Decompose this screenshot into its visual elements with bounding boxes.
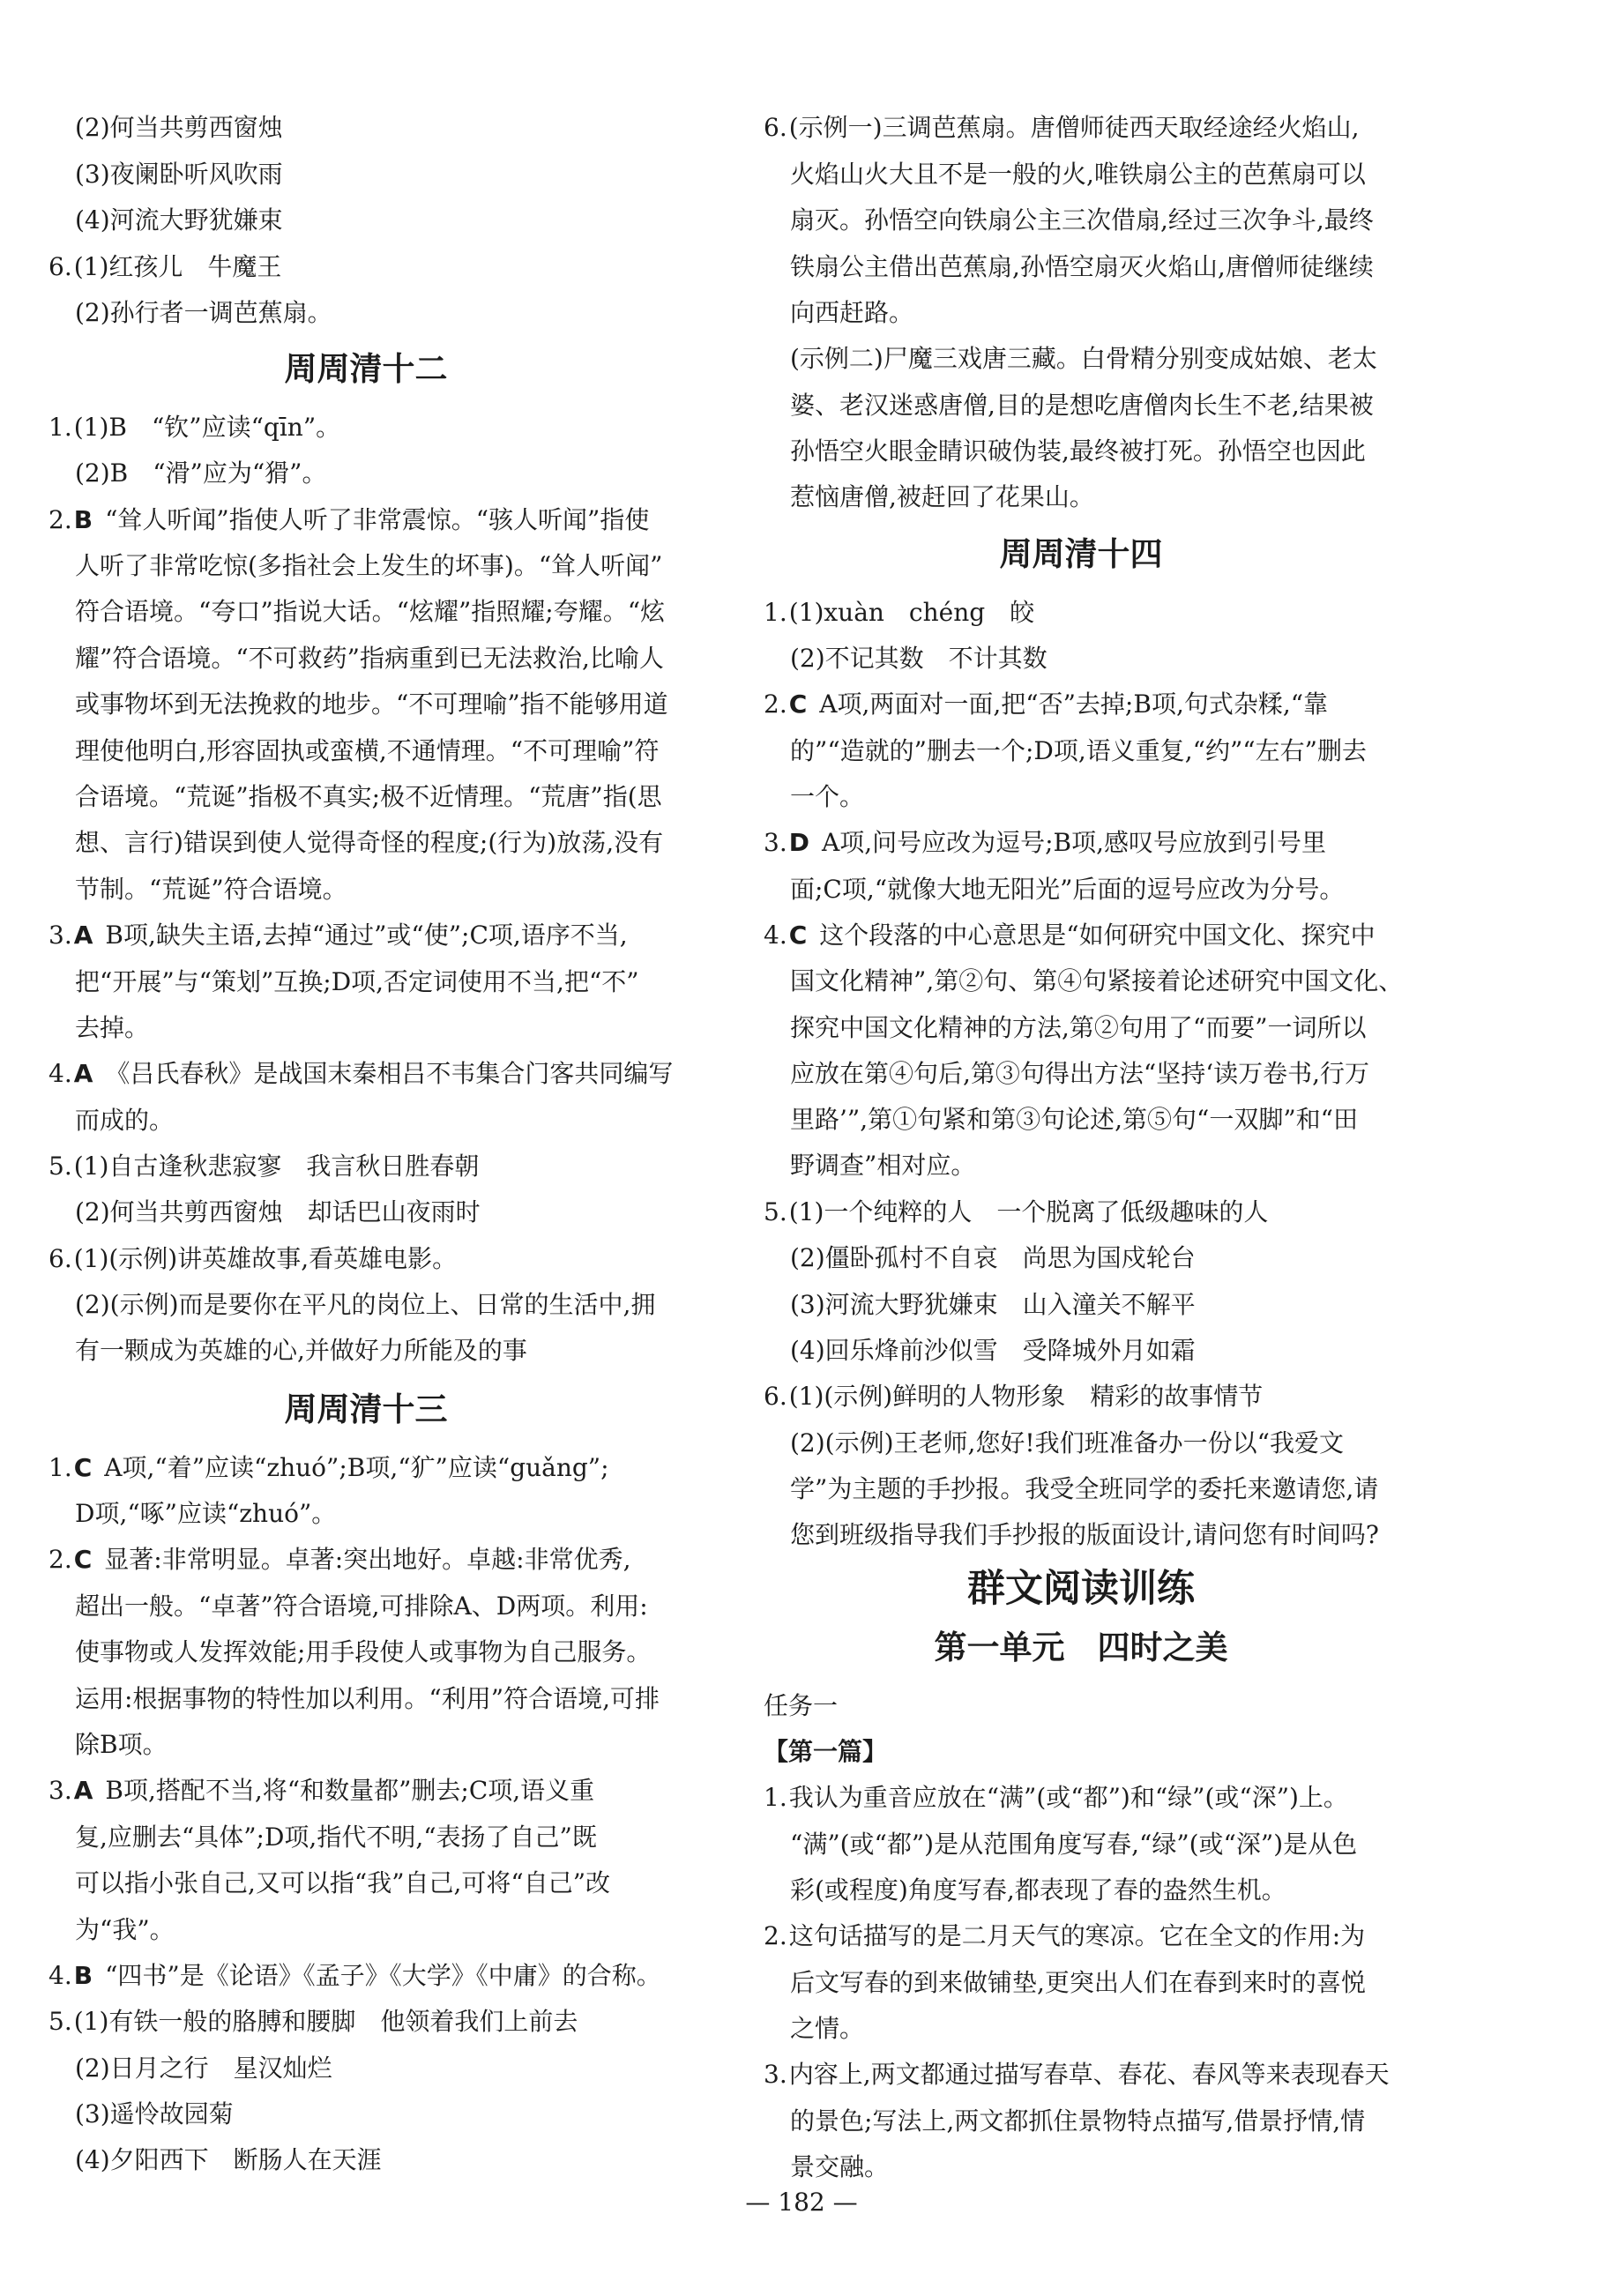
line-text: 国文化精神”,第②句、第④句紧接着论述研究中国文化、 bbox=[790, 966, 1404, 995]
text-line bbox=[75, 687, 668, 722]
line-text: 的”“造就的”删去一个;D项,语义重复,“约”“左右”删去 bbox=[790, 736, 1367, 765]
text-line bbox=[790, 157, 1366, 192]
line-text: “四书”是《论语》《孟子》《大学》《中庸》的合称。 bbox=[105, 1961, 661, 1990]
line-text: (1)有铁一般的胳膊和腰脚 他领着我们上前去 bbox=[73, 2007, 578, 2036]
text-line bbox=[790, 388, 1374, 423]
line-text: 探究中国文化精神的方法,第②句用了“而要”一词所以 bbox=[790, 1013, 1367, 1042]
line-text: 这个段落的中心意思是“如何研究中国文化、探究中 bbox=[819, 921, 1376, 950]
text-line bbox=[75, 1681, 660, 1717]
text-line bbox=[75, 1333, 527, 1368]
section-heading bbox=[764, 1562, 1398, 1615]
answer-item bbox=[48, 1149, 479, 1184]
line-text: (2)B “滑”应为“猾”。 bbox=[75, 458, 327, 488]
text-line bbox=[75, 641, 664, 676]
text-line bbox=[790, 341, 1377, 376]
answer-item bbox=[764, 687, 1328, 722]
line-text: (3)遥怜故园菊 bbox=[75, 2099, 234, 2128]
text-line bbox=[790, 1517, 1379, 1553]
line-text: 里路’”,第①句紧和第③句论述,第⑤句“一双脚”和“田 bbox=[790, 1105, 1358, 1134]
line-text: 使事物或人发挥效能;用手段使人或事物为自己服务。 bbox=[75, 1637, 652, 1666]
text-line bbox=[790, 203, 1374, 238]
item-number: 2. bbox=[764, 690, 787, 719]
item-number: 1. bbox=[764, 598, 787, 627]
line-text: (2)不记其数 不计其数 bbox=[790, 644, 1048, 673]
text-line bbox=[790, 295, 913, 331]
line-text: (1)(示例)讲英雄故事,看英雄电影。 bbox=[73, 1244, 458, 1273]
text-line bbox=[75, 1820, 597, 1855]
line-text: (1)(示例)鲜明的人物形象 精彩的故事情节 bbox=[788, 1382, 1264, 1411]
item-number: 5. bbox=[48, 1152, 72, 1181]
line-text: (2)(示例)而是要你在平凡的岗位上、日常的生活中,拥 bbox=[75, 1290, 656, 1319]
line-text: 铁扇公主借出芭蕉扇,孙悟空扇灭火焰山,唐僧师徒继续 bbox=[790, 252, 1374, 281]
text-line bbox=[790, 434, 1366, 469]
text-line bbox=[75, 203, 283, 238]
item-number: 4. bbox=[48, 1059, 72, 1088]
line-text: 或事物坏到无法挽救的地步。“不可理喻”指不能够用道 bbox=[75, 690, 668, 719]
text-line bbox=[75, 1195, 481, 1230]
line-text: 《吕氏春秋》是战国末秦相吕不韦集合门客共同编写 bbox=[105, 1059, 674, 1088]
line-text: (1)xuàn chéng 皎 bbox=[788, 598, 1035, 627]
answer-item bbox=[48, 1773, 594, 1808]
text-line bbox=[790, 2011, 864, 2046]
answer-item bbox=[48, 1241, 457, 1277]
item-number: 4. bbox=[48, 1961, 72, 1990]
text-line bbox=[790, 250, 1374, 285]
section-heading bbox=[764, 532, 1398, 578]
text-line bbox=[790, 1148, 975, 1183]
line-text: (4)夕阳西下 断肠人在天涯 bbox=[75, 2145, 382, 2174]
page-number: — 182 — bbox=[745, 2188, 858, 2217]
item-number: 2. bbox=[48, 1545, 72, 1574]
item-number: 5. bbox=[764, 1197, 787, 1226]
line-text: A项,两面对一面,把“否”去掉;B项,句式杂糅,“靠 bbox=[819, 690, 1329, 719]
text-line bbox=[75, 594, 665, 630]
text-line bbox=[790, 1827, 1357, 1862]
line-text: B项,缺失主语,去掉“通过”或“使”;C项,语序不当, bbox=[105, 921, 628, 950]
answer-item bbox=[764, 825, 1326, 861]
item-number: 2. bbox=[48, 505, 72, 534]
line-text: 景交融。 bbox=[790, 2152, 890, 2181]
line-text: 去掉。 bbox=[75, 1013, 150, 1042]
text-line bbox=[790, 1426, 1344, 1461]
passage-label bbox=[764, 1734, 887, 1770]
text-line bbox=[75, 548, 662, 584]
line-text: 显著:非常明显。卓著:突出地好。卓越:非常优秀, bbox=[104, 1545, 631, 1574]
answer-item bbox=[764, 595, 1034, 630]
line-text: 超出一般。“卓著”符合语境,可排除A、D两项。利用: bbox=[75, 1592, 648, 1621]
line-text: 火焰山火大且不是一般的火,唯铁扇公主的芭蕉扇可以 bbox=[790, 160, 1366, 189]
line-text: (1)一个纯粹的人 一个脱离了低级趣味的人 bbox=[788, 1197, 1269, 1226]
text-line bbox=[75, 2051, 332, 2086]
line-text: 复,应删去“具体”;D项,指代不明,“表扬了自己”既 bbox=[75, 1823, 597, 1852]
item-number: 5. bbox=[48, 2007, 72, 2036]
line-text: “满”(或“都”)是从范围角度写春,“绿”(或“深”)是从色 bbox=[790, 1830, 1358, 1859]
line-text: (1)自古逢秋悲寂寥 我言秋日胜春朝 bbox=[73, 1152, 480, 1181]
line-text: 婆、老汉迷惑唐僧,目的是想吃唐僧肉长生不老,结果被 bbox=[790, 391, 1374, 420]
line-text: (2)孙行者一调芭蕉扇。 bbox=[75, 298, 332, 327]
line-text: 面;C项,“就像大地无阳光”后面的逗号应改为分号。 bbox=[790, 875, 1345, 904]
item-number: 1. bbox=[48, 413, 72, 442]
text-line bbox=[790, 1965, 1366, 2001]
section-heading bbox=[764, 1625, 1398, 1671]
answer-item bbox=[48, 918, 628, 953]
answer-choice: C bbox=[73, 1545, 93, 1574]
answer-item bbox=[48, 410, 340, 445]
item-number: 2. bbox=[764, 1921, 787, 1950]
answer-item bbox=[48, 1958, 661, 1994]
answer-item bbox=[764, 1195, 1268, 1230]
line-text: 向西赶路。 bbox=[790, 298, 914, 327]
item-number: 6. bbox=[764, 1382, 787, 1411]
answer-choice: A bbox=[73, 1776, 93, 1805]
text-line bbox=[75, 734, 659, 769]
line-text: 人听了非常吃惊(多指社会上发生的坏事)。“耸人听闻” bbox=[75, 551, 663, 580]
text-line bbox=[75, 295, 332, 331]
line-text: 可以指小张自己,又可以指“我”自己,可将“自己”改 bbox=[75, 1868, 611, 1897]
text-line bbox=[790, 641, 1048, 676]
text-line bbox=[75, 1912, 175, 1948]
item-number: 1. bbox=[48, 1453, 72, 1482]
line-text: 合语境。“荒诞”指极不真实;极不近情理。“荒唐”指(思 bbox=[75, 782, 662, 811]
text-line bbox=[790, 779, 864, 815]
text-line bbox=[790, 734, 1367, 769]
text-line bbox=[75, 1866, 610, 1901]
text-line bbox=[790, 964, 1403, 999]
item-number: 3. bbox=[764, 828, 787, 857]
answer-item bbox=[48, 1542, 631, 1577]
line-text: 理使他明白,形容固执或蛮横,不通情理。“不可理喻”符 bbox=[75, 736, 660, 765]
answer-item bbox=[764, 1379, 1263, 1414]
section-heading bbox=[48, 347, 683, 392]
answer-item bbox=[764, 1780, 1348, 1815]
line-text: 后文写春的到来做铺垫,更突出人们在春到来时的喜悦 bbox=[790, 1968, 1366, 1997]
line-text: 内容上,两文都通过描写春草、春花、春风等来表现春天 bbox=[788, 2060, 1390, 2089]
text-line bbox=[75, 1287, 655, 1323]
item-number: 3. bbox=[48, 1776, 72, 1805]
line-text: 而成的。 bbox=[75, 1106, 175, 1135]
answer-choice: C bbox=[788, 690, 808, 719]
line-text: 惹恼唐僧,被赶回了花果山。 bbox=[790, 482, 1094, 511]
line-text: (2)日月之行 星汉灿烂 bbox=[75, 2054, 332, 2083]
line-text: 运用:根据事物的特性加以利用。“利用”符合语境,可排 bbox=[75, 1684, 660, 1713]
line-text: 您到班级指导我们手抄报的版面设计,请问您有时间吗? bbox=[790, 1520, 1379, 1549]
text-line bbox=[764, 1688, 838, 1724]
text-line bbox=[790, 1472, 1378, 1507]
line-text: (示例一)三调芭蕉扇。唐僧师徒西天取经途经火焰山, bbox=[788, 113, 1360, 142]
answer-item bbox=[48, 1056, 673, 1092]
answer-choice: C bbox=[73, 1453, 93, 1482]
text-line bbox=[75, 779, 662, 815]
line-text: (2)僵卧孤村不自哀 尚思为国戍轮台 bbox=[790, 1243, 1196, 1272]
line-text: (1)红孩儿 牛魔王 bbox=[73, 252, 282, 281]
line-text: 学”为主题的手抄报。我受全班同学的委托来邀请您,请 bbox=[790, 1474, 1379, 1503]
text-line bbox=[790, 480, 1094, 515]
line-text: (3)河流大野犹嫌束 山入潼关不解平 bbox=[790, 1290, 1196, 1319]
text-line bbox=[790, 1333, 1196, 1368]
answer-item bbox=[48, 2004, 578, 2039]
answer-choice: B bbox=[73, 1961, 93, 1990]
text-line bbox=[75, 110, 283, 145]
line-text: 彩(或程度)角度写春,都表现了春的盎然生机。 bbox=[790, 1875, 1286, 1905]
line-text: (2)何当共剪西窗烛 却话巴山夜雨时 bbox=[75, 1197, 481, 1226]
line-text: “耸人听闻”指使人听了非常震惊。“骇人听闻”指使 bbox=[105, 505, 650, 534]
line-text: A项,“着”应读“zhuó”;B项,“犷”应读“guǎng”; bbox=[104, 1453, 609, 1482]
line-text: 把“开展”与“策划”互换;D项,否定词使用不当,把“不” bbox=[75, 967, 639, 996]
text-line bbox=[790, 2150, 889, 2185]
text-line bbox=[75, 2143, 382, 2178]
line-text: 周周清十四 bbox=[999, 535, 1163, 573]
line-text: 有一颗成为英雄的心,并做好力所能及的事 bbox=[75, 1336, 527, 1365]
line-text: 群文阅读训练 bbox=[967, 1567, 1195, 1611]
line-text: B项,搭配不当,将“和数量都”删去;C项,语义重 bbox=[105, 1776, 595, 1805]
text-line bbox=[75, 825, 663, 861]
text-line bbox=[75, 2097, 234, 2132]
text-line bbox=[75, 1727, 168, 1763]
line-text: (2)(示例)王老师,您好!我们班准备办一份以“我爱文 bbox=[790, 1428, 1344, 1457]
text-line bbox=[790, 1287, 1196, 1323]
line-text: 孙悟空火眼金睛识破伪装,最终被打死。孙悟空也因此 bbox=[790, 436, 1366, 466]
text-line bbox=[790, 872, 1344, 907]
line-text: (3)夜阑卧听风吹雨 bbox=[75, 160, 283, 189]
text-line bbox=[75, 965, 639, 1000]
item-number: 3. bbox=[48, 921, 72, 950]
text-line bbox=[75, 157, 283, 192]
line-text: (4)回乐烽前沙似雪 受降城外月如霜 bbox=[790, 1336, 1196, 1365]
line-text: 任务一 bbox=[764, 1691, 839, 1720]
line-text: 应放在第④句后,第③句得出方法“坚持‘读万卷书,行万 bbox=[790, 1059, 1370, 1088]
line-text: (2)何当共剪西窗烛 bbox=[75, 113, 283, 142]
text-line bbox=[790, 1241, 1196, 1276]
line-text: 扇灭。孙悟空向铁扇公主三次借扇,经过三次争斗,最终 bbox=[790, 205, 1374, 235]
text-line bbox=[790, 1056, 1369, 1092]
item-number: 1. bbox=[764, 1783, 787, 1812]
answer-item bbox=[764, 1919, 1365, 1954]
line-text: 一个。 bbox=[790, 782, 865, 811]
line-text: 野调查”相对应。 bbox=[790, 1151, 976, 1180]
text-line bbox=[75, 1010, 149, 1046]
text-line bbox=[790, 2104, 1365, 2139]
line-text: 第一单元 四时之美 bbox=[934, 1629, 1228, 1666]
answer-choice: A bbox=[73, 921, 93, 950]
line-text: 除B项。 bbox=[75, 1730, 168, 1759]
answer-choice: A bbox=[73, 1059, 93, 1088]
answer-item bbox=[48, 1450, 609, 1486]
answer-choice: D bbox=[788, 828, 809, 857]
item-number: 6. bbox=[48, 1244, 72, 1273]
answer-item bbox=[764, 110, 1359, 145]
text-line bbox=[75, 1496, 336, 1532]
text-line bbox=[790, 1873, 1286, 1908]
text-line bbox=[75, 1635, 651, 1670]
answer-item bbox=[764, 2057, 1390, 2092]
line-text: 想、言行)错误到使人觉得奇怪的程度;(行为)放荡,没有 bbox=[75, 828, 664, 857]
answer-choice: B bbox=[73, 505, 93, 534]
line-text: 节制。“荒诞”符合语境。 bbox=[75, 875, 347, 904]
text-line bbox=[75, 872, 347, 907]
line-text: 耀”符合语境。“不可救药”指病重到已无法救治,比喻人 bbox=[75, 644, 664, 673]
answer-item bbox=[48, 503, 649, 538]
section-heading bbox=[48, 1387, 683, 1433]
line-text: 我认为重音应放在“满”(或“都”)和“绿”(或“深”)上。 bbox=[788, 1783, 1348, 1812]
item-number: 6. bbox=[48, 252, 72, 281]
line-text: 之情。 bbox=[790, 2014, 865, 2043]
text-line bbox=[75, 1103, 174, 1138]
text-line bbox=[790, 1102, 1358, 1137]
text-line bbox=[75, 1589, 648, 1624]
line-text: 周周清十二 bbox=[284, 350, 448, 388]
line-text: 的景色;写法上,两文都抓住景物特点描写,借景抒情,情 bbox=[790, 2106, 1366, 2136]
item-number: 6. bbox=[764, 113, 787, 142]
line-text: 【第一篇】 bbox=[764, 1737, 888, 1766]
line-text: 这句话描写的是二月天气的寒凉。它在全文的作用:为 bbox=[788, 1921, 1366, 1950]
line-text: D项,“啄”应读“zhuó”。 bbox=[75, 1499, 337, 1528]
text-line bbox=[790, 1010, 1367, 1046]
line-text: 为“我”。 bbox=[75, 1915, 175, 1944]
item-number: 3. bbox=[764, 2060, 787, 2089]
item-number: 4. bbox=[764, 921, 787, 950]
line-text: 周周清十三 bbox=[284, 1390, 448, 1428]
line-text: (示例二)尸魔三戏唐三藏。白骨精分别变成姑娘、老太 bbox=[790, 344, 1377, 373]
answer-item bbox=[48, 250, 281, 285]
line-text: 符合语境。“夸口”指说大话。“炫耀”指照耀;夸耀。“炫 bbox=[75, 597, 666, 626]
answer-choice: C bbox=[788, 921, 808, 950]
answer-item bbox=[764, 918, 1376, 953]
line-text: (4)河流大野犹嫌束 bbox=[75, 205, 283, 235]
line-text: (1)B “钦”应读“qīn”。 bbox=[73, 413, 341, 442]
text-line bbox=[75, 456, 327, 491]
line-text: A项,问号应改为逗号;B项,感叹号应放到引号里 bbox=[821, 828, 1327, 857]
